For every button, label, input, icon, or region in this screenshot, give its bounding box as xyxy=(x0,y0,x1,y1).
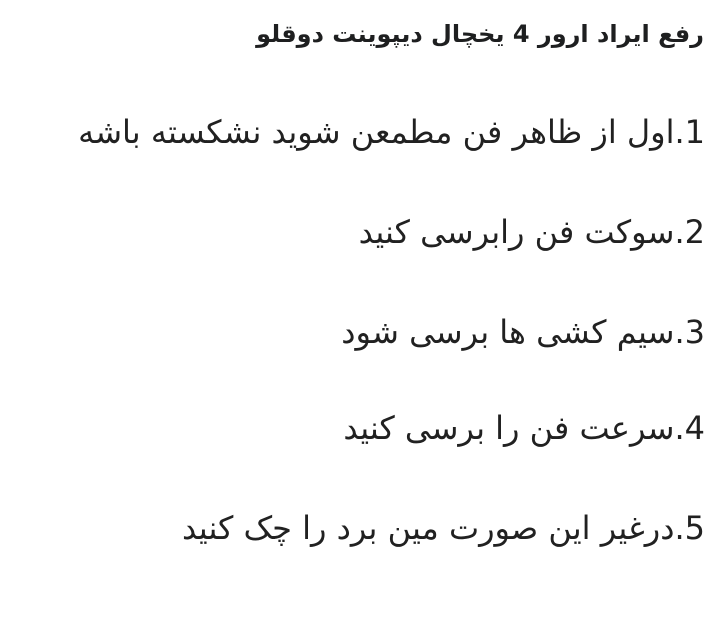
step-item-2: 2.سوکت فن رابرسی کنید xyxy=(358,213,705,251)
step-item-1: 1.اول از ظاهر فن مطمعن شوید نشکسته باشه xyxy=(78,113,705,151)
step-item-4: 4.سرعت فن را برسی کنید xyxy=(343,409,705,447)
step-item-3: 3.سیم کشی ها برسی شود xyxy=(341,313,705,351)
page-title: رفع ایراد ارور 4 یخچال دیپوینت دوقلو xyxy=(256,20,704,48)
step-item-5: 5.درغیر این صورت مین برد را چک کنید xyxy=(182,509,705,547)
